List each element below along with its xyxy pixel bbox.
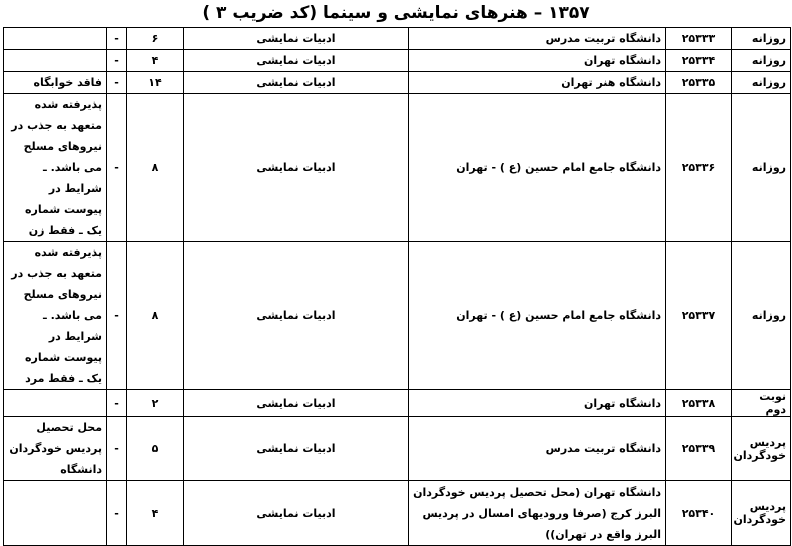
course-type-cell: روزانه bbox=[732, 94, 791, 242]
table-row bbox=[4, 417, 791, 481]
secondary-capacity-cell: - bbox=[107, 94, 127, 242]
field-cell: ادبیات نمایشی bbox=[184, 417, 409, 481]
secondary-capacity-cell: - bbox=[107, 242, 127, 390]
secondary-capacity-cell: - bbox=[107, 50, 127, 72]
course-type-cell: روزانه bbox=[732, 72, 791, 94]
table-row bbox=[4, 28, 791, 50]
course-type-cell: روزانه bbox=[732, 28, 791, 50]
table-row bbox=[4, 390, 791, 417]
secondary-capacity-cell: - bbox=[107, 417, 127, 481]
note-cell: پذیرفته شده متعهد به جذب در نیروهای مسلح می باشد. ـ شرایط در پیوست شماره یک ـ فقط مرد bbox=[4, 242, 107, 390]
university-cell: دانشگاه جامع امام حسین (ع ) - تهران bbox=[409, 242, 666, 390]
program-code-cell: ۲۵۳۳۸ bbox=[666, 390, 732, 417]
note-cell: فاقد خوابگاه bbox=[4, 72, 107, 94]
note-cell bbox=[4, 481, 107, 546]
capacity-cell: ۴ bbox=[127, 481, 184, 546]
note-cell bbox=[4, 28, 107, 50]
table-row bbox=[4, 94, 791, 242]
field-cell: ادبیات نمایشی bbox=[184, 72, 409, 94]
capacity-cell: ۸ bbox=[127, 242, 184, 390]
table-row bbox=[4, 50, 791, 72]
program-code-cell: ۲۵۳۳۹ bbox=[666, 417, 732, 481]
table-row bbox=[4, 242, 791, 390]
university-cell: دانشگاه تهران (محل تحصیل پردیس خودگردان البرز کرج (صرفا ورودیهای امسال در پردیس البرز واقع در تهران)) bbox=[409, 481, 666, 546]
university-cell: دانشگاه تربیت مدرس bbox=[409, 417, 666, 481]
program-code-cell: ۲۵۳۴۰ bbox=[666, 481, 732, 546]
program-code-cell: ۲۵۳۳۳ bbox=[666, 28, 732, 50]
course-type-cell: پردیس خودگردان bbox=[732, 417, 791, 481]
field-cell: ادبیات نمایشی bbox=[184, 50, 409, 72]
capacity-cell: ۸ bbox=[127, 94, 184, 242]
capacity-cell: ۶ bbox=[127, 28, 184, 50]
program-code-cell: ۲۵۳۳۴ bbox=[666, 50, 732, 72]
course-type-cell: نوبت دوم bbox=[732, 390, 791, 417]
field-cell: ادبیات نمایشی bbox=[184, 94, 409, 242]
field-cell: ادبیات نمایشی bbox=[184, 481, 409, 546]
secondary-capacity-cell: - bbox=[107, 28, 127, 50]
university-cell: دانشگاه تربیت مدرس bbox=[409, 28, 666, 50]
secondary-capacity-cell: - bbox=[107, 481, 127, 546]
field-cell: ادبیات نمایشی bbox=[184, 390, 409, 417]
course-type-cell: روزانه bbox=[732, 242, 791, 390]
capacity-cell: ۵ bbox=[127, 417, 184, 481]
university-cell: دانشگاه تهران bbox=[409, 50, 666, 72]
university-cell: دانشگاه هنر تهران bbox=[409, 72, 666, 94]
admissions-table bbox=[3, 27, 791, 546]
note-cell: محل تحصیل پردیس خودگردان دانشگاه bbox=[4, 417, 107, 481]
capacity-cell: ۲ bbox=[127, 390, 184, 417]
university-cell: دانشگاه جامع امام حسین (ع ) - تهران bbox=[409, 94, 666, 242]
program-code-cell: ۲۵۳۳۶ bbox=[666, 94, 732, 242]
capacity-cell: ۱۴ bbox=[127, 72, 184, 94]
capacity-cell: ۴ bbox=[127, 50, 184, 72]
secondary-capacity-cell: - bbox=[107, 390, 127, 417]
university-cell: دانشگاه تهران bbox=[409, 390, 666, 417]
note-cell bbox=[4, 50, 107, 72]
page-title: ۱۳۵۷ – هنرهای نمایشی و سینما (کد ضریب ۳ ) bbox=[202, 3, 590, 23]
table-row bbox=[4, 72, 791, 94]
secondary-capacity-cell: - bbox=[107, 72, 127, 94]
field-cell: ادبیات نمایشی bbox=[184, 28, 409, 50]
note-cell bbox=[4, 390, 107, 417]
course-type-cell: روزانه bbox=[732, 50, 791, 72]
field-cell: ادبیات نمایشی bbox=[184, 242, 409, 390]
note-cell: پذیرفته شده متعهد به جذب در نیروهای مسلح می باشد. ـ شرایط در پیوست شماره یک ـ فقط زن bbox=[4, 94, 107, 242]
course-type-cell: پردیس خودگردان bbox=[732, 481, 791, 546]
table-row bbox=[4, 481, 791, 546]
program-code-cell: ۲۵۳۳۷ bbox=[666, 242, 732, 390]
program-code-cell: ۲۵۳۳۵ bbox=[666, 72, 732, 94]
